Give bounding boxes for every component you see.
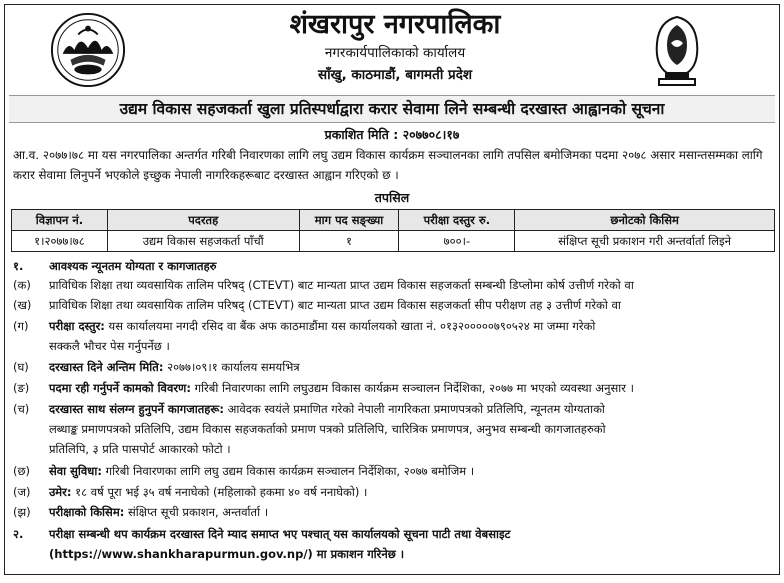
schedule-heading: तपसिल — [374, 190, 410, 205]
office-address: साँखु, काठमाडौं, बागमती प्रदेश — [317, 67, 473, 83]
item-label: परीक्षाको किसिम: — [49, 505, 125, 519]
column-header: छनोटको किसिम — [515, 210, 775, 231]
table-cell: संक्षिप्त सूची प्रकाशन गरी अन्तर्वार्ता लिइने — [515, 231, 775, 252]
table-row — [12, 231, 775, 252]
column-header: विज्ञापन नं. — [12, 210, 108, 231]
website-link[interactable]: (https://www.shankharapurmun.gov.np/) — [49, 547, 313, 561]
table-cell: ७००।- — [399, 231, 515, 252]
column-header: माग पद सङ्ख्या — [299, 210, 399, 231]
table-header-row — [12, 210, 775, 231]
table-cell: १ — [299, 231, 399, 252]
item-label: परीक्षा दस्तुर: — [49, 319, 105, 333]
item-label: दरखास्त दिने अन्तिम मिति: — [49, 360, 164, 374]
notice-page: शंखरापुर नगरपालिका नगरकार्यपालिकाको कार्यालय साँखु, काठमाडौं, बागमती प्रदेश उद्यम विकास सहजकर्ता खुला प्रतिस्पर्धाद्वारा करार सेवामा लिने सम्बन्धी दरखास्त आह्वानको सूचना प्रकाशित मिति : २०७७०८।१७ आ.व. २०७७।७८ मा यस नगरपालिका अन्तर्गत गरिबी निवारणका लागि लघु उद्यम विकास कार्यक्रम सञ्चालनका लागि तपसिल बमोजिमका पदमा २०७८ असार मसान्तसम्मका लागि करार सेवामा लिनुपर्ने भएकोले इच्छुक नेपाली नागरिकहरूबाट दरखास्त आह्वान गरिएको छ । तपसिल विज्ञापन नं. पदरतह माग पद सङ्ख्या परीक्षा दस्तुर रु. छनोटको किसिम १।२०७७।७८ उद्यम विकास सहजकर्ता पाँचौं १ ७००।- संक्षिप्त सूची प्रकाशन गरी अन्तर्वार्ता लिइने १. आवश्यक न्यूनतम योग्यता र कागजातहरु (क) प्राविधिक शिक्षा तथा व्यवसायिक तालिम परिषद् (CTEVT) बाट मान्यता प्राप्त उद्यम विकास सहजकर्ता सम्बन्धी डिप्लोमा कोर्ष उत्तीर्ण गरेको वा (ख) प्राविधिक शिक्षा तथा व्यवसायिक तालिम परिषद् (CTEVT) बाट मान्यता प्राप्त उद्यम विकास सहजकर्ता सीप परीक्षण तह ३ उत्तीर्ण गरेको वा (ग) परीक्षा दस्तुर: यस कार्यालयमा नगदी रसिद वा बैंक अफ काठमाडौंमा यस कार्यालयको खाता नं. ०१३२०००००७९०५२४ मा जम्मा गरेको सक्कलै भौचर पेस गर्नुपर्नेछ । (घ) दरखास्त दिने अन्तिम मिति: २०७७।०९।१ कार्यालय समयभित्र (ङ) पदमा रही गर्नुपर्ने कामको विवरण: गरिबी निवारणका लागि लघुउद्यम विकास कार्यक्रम सञ्चालन निर्देशिका, २०७७ मा भएको व्यवस्था अनुसार । (च) दरखास्त साथ संलग्न हुनुपर्ने कागजातहरू: आवेदक स्वयंले प्रमाणित गरेको नेपाली नागरिकता प्रमाणपत्रको प्रतिलिपि, न्यूनतम योग्यताको लब्धाङ्क प्रमाणपत्रको प्रतिलिपि, उद्यम विकास सहजकर्ताको प्रमाण पत्रको प्रतिलिपि, चारित्रिक प्रमाणपत्र, अनुभव सम्बन्धी कागजातहरुको प्रतिलिपि, ३ प्रति पासपोर्ट आकारको फोटो । (छ) सेवा सुविधा: गरिबी निवारणका लागि लघु उद्यम विकास कार्यक्रम सञ्चालन निर्देशिका, २०७७ बमोजिम । (ज) उमेर: १८ वर्ष पूरा भई ३५ वर्ष ननाघेको (महिलाको हकमा ४० वर्ष ननाघेको) । (झ) परीक्षाको किसिम: संक्षिप्त सूची प्रकाशन, अन्तर्वार्ता । २. परीक्षा सम्बन्धी थप कार्यक्रम दरखास्त दिने म्याद समाप्त भए पश्चात् यस कार्यालयको सूचना पाटी तथा वेबसाइट (https://www.shankharapurmun.gov.np/) मा प्रकाशन गरिनेछ । — [4, 4, 780, 575]
intro-paragraph: आ.व. २०७७।७८ मा यस नगरपालिका अन्तर्गत गरिबी निवारणका लागि लघु उद्यम विकास कार्यक्रम सञ्चालनका लागि तपसिल बमोजिमका पदमा २०७८ असार मसान्तसम्मका लागि करार सेवामा लिनुपर्ने भएकोले इच्छुक नेपाली नागरिकहरूबाट दरखास्त आह्वान गरिएको छ । — [13, 148, 763, 182]
table-cell: उद्यम विकास सहजकर्ता पाँचौं — [107, 231, 299, 252]
header — [5, 5, 779, 93]
table-cell: १।२०७७।७८ — [12, 231, 108, 252]
municipality-logo-icon — [647, 13, 707, 89]
item-label: उमेर: — [49, 485, 72, 499]
item-label: दरखास्त साथ संलग्न हुनुपर्ने कागजातहरू: — [49, 402, 224, 416]
column-header: पदरतह — [107, 210, 299, 231]
vacancy-table — [11, 209, 775, 252]
office-name: नगरकार्यपालिकाको कार्यालय — [324, 45, 466, 61]
organization-name: शंखरापुर नगरपालिका — [289, 9, 501, 40]
item-label: सेवा सुविधा: — [49, 464, 102, 478]
column-header: परीक्षा दस्तुर रु. — [399, 210, 515, 231]
published-date: प्रकाशित मिति : २०७७०८।१७ — [324, 127, 460, 142]
nepal-emblem-icon — [49, 11, 127, 89]
notice-title: उद्यम विकास सहजकर्ता खुला प्रतिस्पर्धाद्वारा करार सेवामा लिने सम्बन्धी दरखास्त आह्वानको सूचना — [9, 95, 775, 123]
item-label: पदमा रही गर्नुपर्ने कामको विवरण: — [49, 381, 191, 395]
